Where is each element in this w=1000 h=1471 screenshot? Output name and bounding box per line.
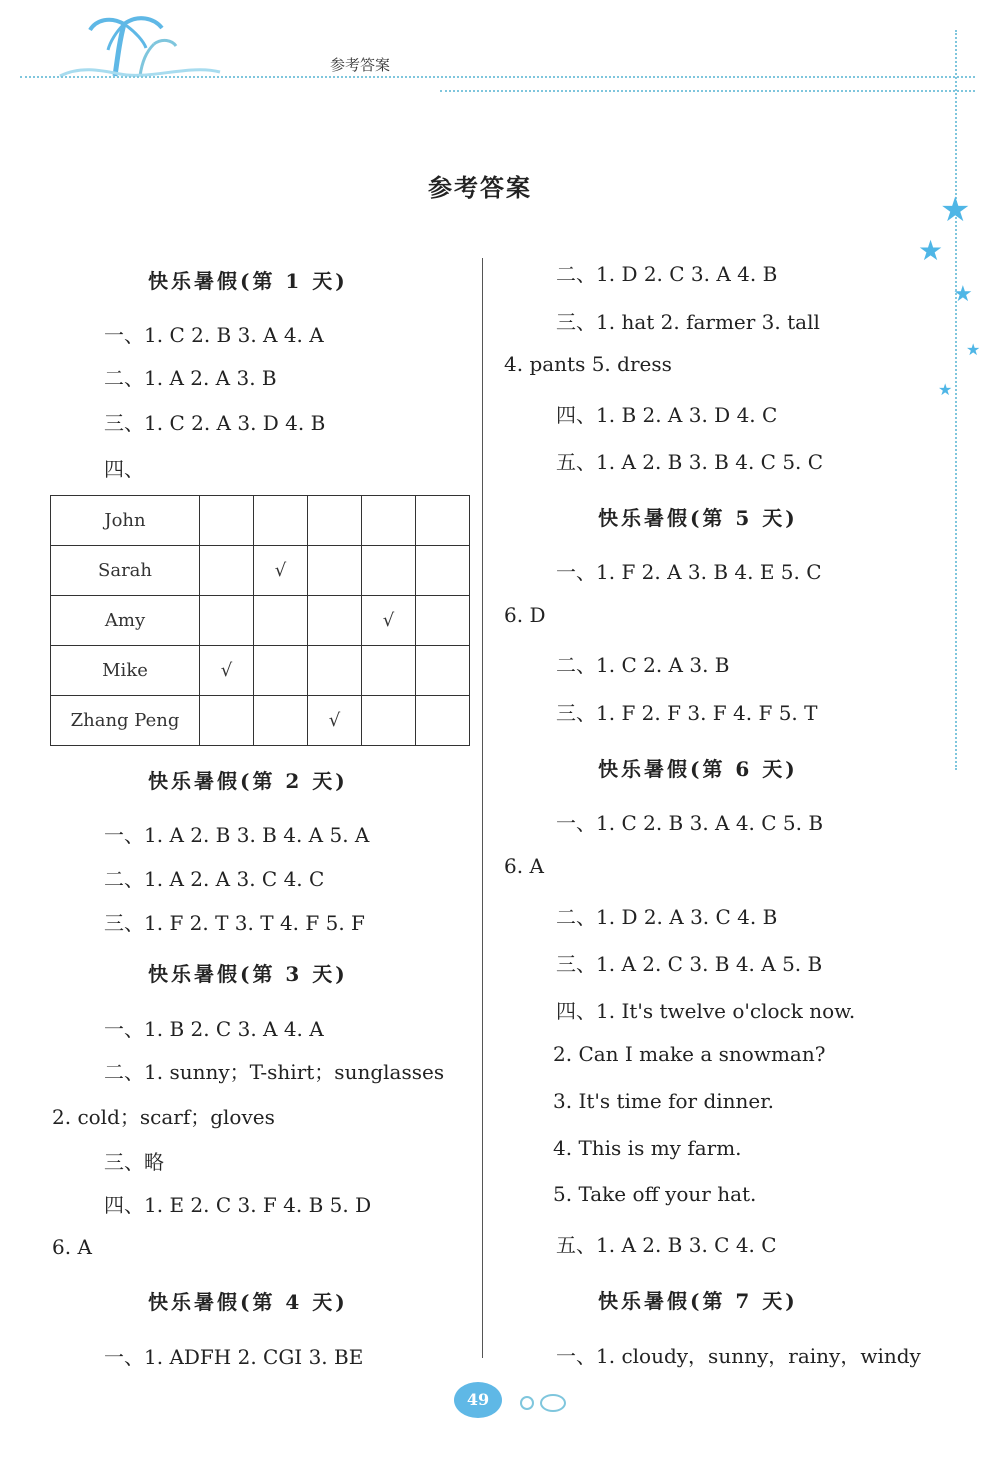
table-cell: [254, 596, 308, 646]
header-dotted-line: [20, 76, 975, 78]
page-number: 49: [454, 1382, 502, 1418]
check-mark-cell: √: [308, 696, 362, 746]
section-heading: 快乐暑假(第 3 天): [148, 962, 348, 986]
table-cell: [200, 696, 254, 746]
table-cell: [308, 496, 362, 546]
answer-line: 一、1. B 2. C 3. A 4. A: [104, 1017, 324, 1041]
check-mark-cell: √: [362, 596, 416, 646]
answer-line: 三、1. C 2. A 3. D 4. B: [104, 411, 326, 435]
answer-line: 二、1. sunny；T-shirt；sunglasses: [104, 1060, 445, 1084]
answer-line: 4. pants 5. dress: [504, 352, 672, 376]
star-icon: ★: [938, 380, 953, 399]
answer-table: [50, 495, 470, 746]
table-name-cell: John: [51, 496, 200, 546]
table-cell: [308, 596, 362, 646]
table-name-cell: Amy: [51, 596, 200, 646]
table-row: [51, 596, 470, 646]
answer-line: 5. Take off your hat.: [553, 1182, 757, 1206]
answer-line: 一、1. A 2. B 3. B 4. A 5. A: [104, 823, 370, 847]
table-cell: [416, 596, 470, 646]
table-name-cell: Mike: [51, 646, 200, 696]
table-row: [51, 496, 470, 546]
table-cell: [416, 696, 470, 746]
answer-line: 一、1. C 2. B 3. A 4. C 5. B: [556, 811, 824, 835]
table-row: [51, 546, 470, 596]
answer-line: 三、1. A 2. C 3. B 4. A 5. B: [556, 952, 823, 976]
check-mark-cell: √: [200, 646, 254, 696]
table-name-cell: Zhang Peng: [51, 696, 200, 746]
answer-line: 一、1. C 2. B 3. A 4. A: [104, 323, 324, 347]
section-heading: 快乐暑假(第 7 天): [598, 1289, 798, 1313]
table-cell: [308, 546, 362, 596]
section-heading: 快乐暑假(第 5 天): [598, 506, 798, 530]
section-heading: 快乐暑假(第 4 天): [148, 1290, 348, 1314]
answer-line: 四、1. It's twelve o'clock now.: [556, 999, 856, 1023]
answer-line: 三、略: [104, 1150, 164, 1174]
answer-line: 4. This is my farm.: [553, 1136, 742, 1160]
table-cell: [362, 696, 416, 746]
answer-line: 二、1. A 2. A 3. C 4. C: [104, 867, 325, 891]
table-row: [51, 646, 470, 696]
answer-line: 2. cold；scarf；gloves: [52, 1105, 275, 1129]
answer-line: 2. Can I make a snowman?: [553, 1042, 826, 1066]
answer-line: 一、1. ADFH 2. CGI 3. BE: [104, 1345, 364, 1369]
section-heading: 快乐暑假(第 6 天): [598, 757, 798, 781]
star-icon: ★: [940, 190, 971, 230]
answer-line: 二、1. C 2. A 3. B: [556, 653, 730, 677]
table-cell: [200, 596, 254, 646]
answer-line: 四、1. B 2. A 3. D 4. C: [556, 403, 778, 427]
table-name-cell: Sarah: [51, 546, 200, 596]
answer-line: 二、1. D 2. A 3. C 4. B: [556, 905, 778, 929]
answer-line: 3. It's time for dinner.: [553, 1089, 774, 1113]
answer-line: 二、1. A 2. A 3. B: [104, 366, 277, 390]
answer-line: 四、: [104, 457, 144, 481]
column-divider: [482, 258, 483, 1358]
table-cell: [308, 646, 362, 696]
answer-line: 6. D: [504, 603, 546, 627]
answer-line: 五、1. A 2. B 3. C 4. C: [556, 1233, 777, 1257]
bubble-icon: [540, 1394, 566, 1412]
table-cell: [416, 496, 470, 546]
answer-line: 二、1. D 2. C 3. A 4. B: [556, 262, 778, 286]
section-heading: 快乐暑假(第 2 天): [148, 769, 348, 793]
answer-line: 一、1. cloudy，sunny，rainy，windy: [556, 1344, 921, 1368]
palm-tree-icon: [20, 14, 240, 84]
page-title: 参考答案: [428, 173, 532, 202]
table-cell: [362, 496, 416, 546]
table-cell: [254, 696, 308, 746]
star-icon: ★: [953, 282, 973, 307]
star-icon: ★: [966, 340, 981, 359]
header-dotted-line-2: [440, 90, 975, 92]
bubble-icon: [520, 1396, 534, 1410]
table-cell: [416, 546, 470, 596]
right-dotted-border: [955, 30, 957, 770]
header-title: 参考答案: [330, 56, 391, 74]
answer-line: 三、1. F 2. F 3. F 4. F 5. T: [556, 701, 818, 725]
answer-line: 6. A: [52, 1235, 92, 1259]
answer-line: 三、1. F 2. T 3. T 4. F 5. F: [104, 911, 365, 935]
section-heading: 快乐暑假(第 1 天): [148, 269, 348, 293]
star-icon: ★: [918, 234, 944, 267]
answer-line: 四、1. E 2. C 3. F 4. B 5. D: [104, 1193, 372, 1217]
answer-line: 五、1. A 2. B 3. B 4. C 5. C: [556, 450, 824, 474]
table-cell: [254, 496, 308, 546]
table-cell: [200, 496, 254, 546]
table-row: [51, 696, 470, 746]
table-cell: [416, 646, 470, 696]
answer-line: 一、1. F 2. A 3. B 4. E 5. C: [556, 560, 822, 584]
table-cell: [200, 546, 254, 596]
table-cell: [362, 546, 416, 596]
check-mark-cell: √: [254, 546, 308, 596]
answer-line: 三、1. hat 2. farmer 3. tall: [556, 310, 820, 334]
answer-line: 6. A: [504, 854, 544, 878]
table-cell: [362, 646, 416, 696]
table-cell: [254, 646, 308, 696]
